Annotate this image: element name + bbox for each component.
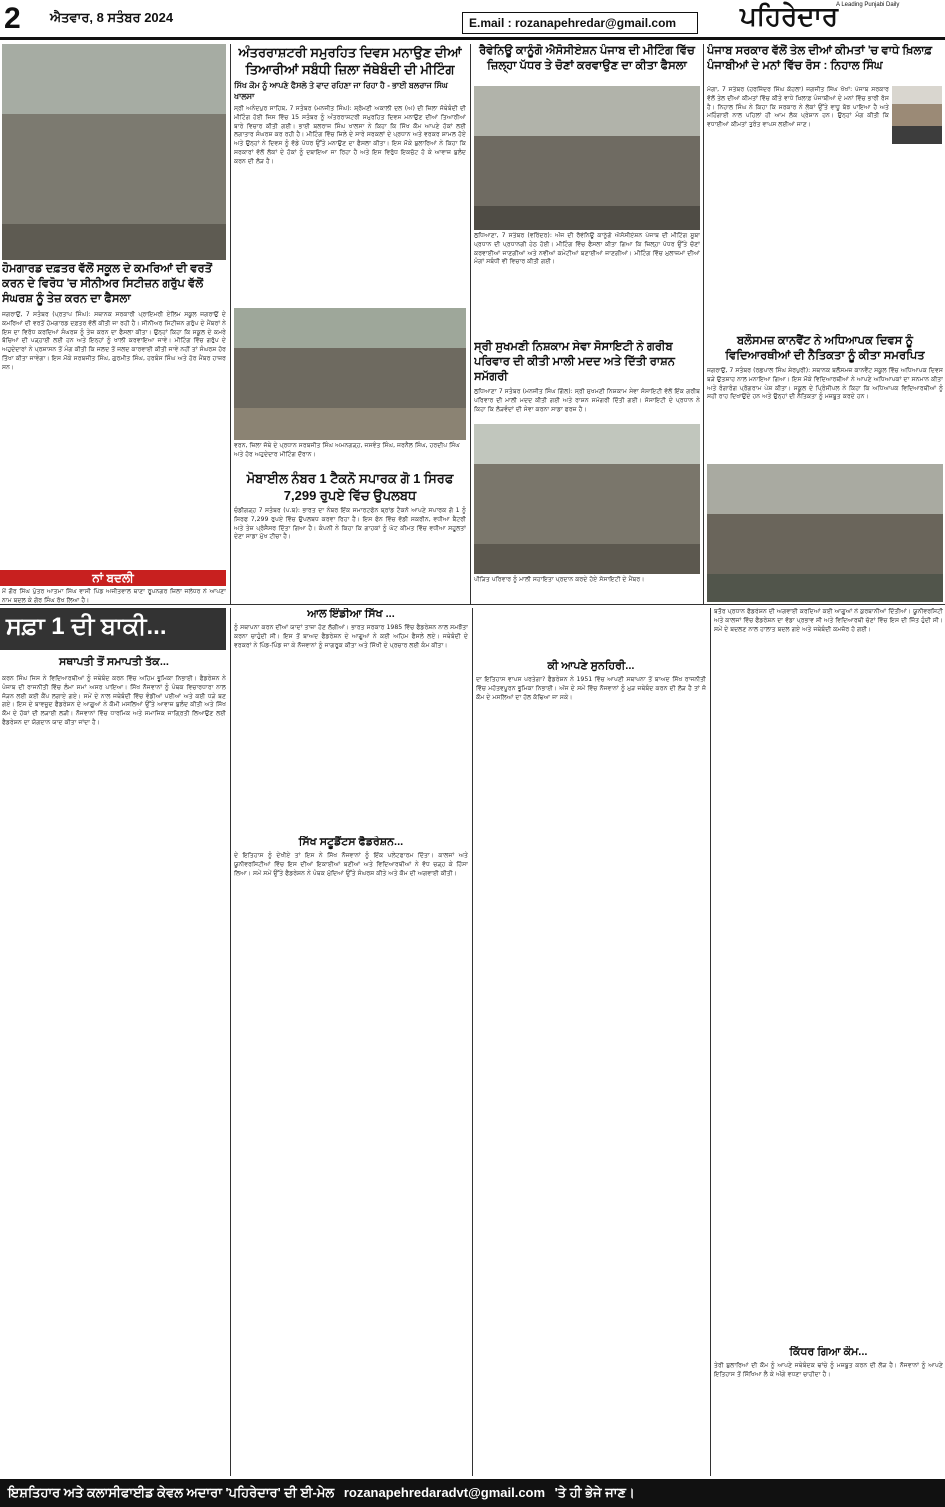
brand-tagline: A Leading Punjabi Daily [836,2,900,8]
name-change-body: ਮੈਂ ਗੌਰ ਸਿੰਘ ਪੁੱਤਰ ਆਤਮਾ ਸਿੰਘ ਵਾਸੀ ਪਿੰਡ ਅਜੀਤਵਾਲ ਥਾਣਾ ਰੂਪਨਗਰ ਜ਼ਿਲਾ ਜਲੰਧਰ ਨੇ ਆਪਣਾ ਨਾਮ ਬਦਲ ਕੇ ਗੋਰ ਸਿੰਘ ਰੱਖ ਲਿਆ ਹੈ। [2,588,226,604]
article-continuation [2,654,226,1474]
article-headline: ਬਲੌਸਮਜ਼ ਕਾਨਵੈਂਟ ਨੇ ਅਧਿਆਪਕ ਦਿਵਸ ਨੂੰ ਵਿਦਿਆਰਥੀਆਂ ਦੀ ਨੈਤਿਕਤਾ ਨੂੰ ਕੀਤਾ ਸਮਰਪਿਤ [725,335,925,362]
article-all-india [234,608,468,832]
article-body: ਤੇਰੀ ਬੁਲਾਰਿਆਂ ਦੀ ਕੌਮ ਨੂੰ ਆਪਣੇ ਜਥੇਬੰਦਕ ਢਾਂਚੇ ਨੂੰ ਮਜ਼ਬੂਤ ਕਰਨ ਦੀ ਲੋੜ ਹੈ। ਨੌਜਵਾਨਾਂ ਨੂੰ ਆਪਣੇ ਇਤਿਹਾਸ ਤੋਂ ਸਿੱਖਿਆ ਲੈ ਕੇ ਅੱਗੇ ਵਧਣਾ ਚਾਹੀਦਾ ਹੈ। [714,1362,943,1378]
article-body: ਦੇ ਇਤਿਹਾਸ ਨੂੰ ਦੇਖੀਏ ਤਾਂ ਇਸ ਨੇ ਸਿੱਖ ਨੌਜਵਾਨਾਂ ਨੂੰ ਇੱਕ ਪਲੇਟਫਾਰਮ ਦਿੱਤਾ। ਕਾਲਜਾਂ ਅਤੇ ਯੂਨੀਵਰਸਿਟੀਆਂ ਵਿੱਚ ਇਸ ਦੀਆਂ ਇਕਾਈਆਂ ਬਣੀਆਂ ਅਤੇ ਵਿਦਿਆਰਥੀਆਂ ਨੇ ਵੱਧ ਚੜ੍ਹ ਕੇ ਹਿੱਸਾ ਲਿਆ। ਸਮੇਂ ਸਮੇਂ ਉੱਤੇ ਫੈਡਰੇਸ਼ਨ ਨੇ ਪੰਥਕ ਮੁੱਦਿਆਂ ਉੱਤੇ ਸੰਘਰਸ਼ ਕੀਤੇ ਅਤੇ ਕੌਮ ਦੀ ਅਗਵਾਈ ਕੀਤੀ। [234,852,468,877]
article-headline: ਸਥਾਪਤੀ ਤੋਂ ਸਮਾਪਤੀ ਤੱਕ... [59,656,169,668]
article-headline: ਮੋਬਾਈਲ ਨੰਬਰ 1 ਟੈਕਨੋ ਸਪਾਰਕ ਗੋ 1 ਸਿਰਫ 7,299 ਰੁਪਏ ਵਿੱਚ ਉਪਲਬਧ [246,471,454,503]
article-ravidassia-head [474,44,700,84]
article-headline: ਕੀ ਆਪਣੇ ਸੁਨਹਿਰੀ... [547,660,635,672]
photo-caption: ਪੀੜਿਤ ਪਰਿਵਾਰ ਨੂੰ ਮਾਲੀ ਸਹਾਇਤਾ ਪ੍ਰਦਾਨ ਕਰਦੇ ਹੋਏ ਸੋਸਾਇਟੀ ਦੇ ਮੈਂਬਰ। [474,576,645,583]
name-change-label: ਨਾਂ ਬਦਲੀ [0,570,226,586]
article-body: ਜਗਰਾਉਂ, 7 ਸਤੰਬਰ (ਪ੍ਰਤਾਪ ਸਿੰਘ): ਸਥਾਨਕ ਸਰਕਾਰੀ ਪ੍ਰਾਇਮਰੀ ਏਲਿਮ ਸਕੂਲ ਜਗਰਾਉਂ ਦੇ ਕਮਰਿਆਂ ਦੀ ਵਰਤੋਂ ਹੋਮਗਾਰਡ ਦਫ਼ਤਰ ਵੱਲੋਂ ਕੀਤੀ ਜਾ ਰਹੀ ਹੈ। ਸੀਨੀਅਰ ਸਿਟੀਜ਼ਨ ਗਰੁੱਪ ਦੇ ਮੈਂਬਰਾਂ ਨੇ ਇਸ ਦਾ ਵਿਰੋਧ ਕਰਦਿਆਂ ਸੰਘਰਸ਼ ਨੂੰ ਤੇਜ਼ ਕਰਨ ਦਾ ਫੈਸਲਾ ਕੀਤਾ। ਉਨ੍ਹਾਂ ਕਿਹਾ ਕਿ ਸਕੂਲ ਦੇ ਕਮਰੇ ਬੱਚਿਆਂ ਦੀ ਪੜ੍ਹਾਈ ਲਈ ਹਨ ਅਤੇ ਇਨ੍ਹਾਂ ਨੂੰ ਖਾਲੀ ਕਰਵਾਇਆ ਜਾਵੇ। ਮੀਟਿੰਗ ਵਿੱਚ ਗਰੁੱਪ ਦੇ ਅਹੁਦੇਦਾਰਾਂ ਨੇ ਪ੍ਰਸ਼ਾਸਨ ਤੋਂ ਮੰਗ ਕੀਤੀ ਕਿ ਜਲਦ ਤੋਂ ਜਲਦ ਕਾਰਵਾਈ ਕੀਤੀ ਜਾਵੇ ਨਹੀਂ ਤਾਂ ਸੰਘਰਸ਼ ਹੋਰ ਤਿੱਖਾ ਕੀਤਾ ਜਾਵੇਗਾ। ਇਸ ਮੌਕੇ ਸਰਬਜੀਤ ਸਿੰਘ, ਗੁਰਮੀਤ ਸਿੰਘ, ਹਰਬੰਸ ਸਿੰਘ ਅਤੇ ਹੋਰ ਮੈਂਬਰ ਹਾਜ਼ਰ ਸਨ। [2,311,226,371]
article-bataur: ਬਤੌਰ ਪ੍ਰਧਾਨ ਫੈਡਰੇਸ਼ਨ ਦੀ ਅਗਵਾਈ ਕਰਦਿਆਂ ਕਈ ਆਗੂਆਂ ਨੇ ਕੁਰਬਾਨੀਆਂ ਦਿੱਤੀਆਂ। ਯੂਨੀਵਰਸਿਟੀ ਅਤੇ ਕਾਲਜਾਂ ਵਿੱਚ ਫੈਡਰੇਸ਼ਨ ਦਾ ਵੱਡਾ ਪ੍ਰਭਾਵ ਸੀ ਅਤੇ ਵਿਦਿਆਰਥੀ ਚੋਣਾਂ ਵਿੱਚ ਇਸ ਦੀ ਜਿੱਤ ਹੁੰਦੀ ਸੀ। ਸਮੇਂ ਦੇ ਬਦਲਣ ਨਾਲ ਹਾਲਾਤ ਬਦਲ ਗਏ ਅਤੇ ਜਥੇਬੰਦੀ ਕਮਜ਼ੋਰ ਹੋ ਗਈ। [714,608,943,633]
article-headline: ਆਲ ਇੰਡੀਆ ਸਿੱਖ ... [307,608,395,620]
article-headline: ਹੋਮਗਾਰਡ ਦਫ਼ਤਰ ਵੱਲੋਂ ਸਕੂਲ ਦੇ ਕਮਰਿਆਂ ਦੀ ਵਰਤੋਂ ਕਰਨ ਦੇ ਵਿਰੋਧ 'ਚ ਸੀਨੀਅਰ ਸਿਟੀਜ਼ਨ ਗਰੁੱਪ ਵੱਲੋਂ ਸੰਘਰਸ਼ ਨੂੰ ਤੇਜ਼ ਕਰਨ ਦਾ ਫੈਸਲਾ [2,263,212,305]
article-headline: ਪੰਜਾਬ ਸਰਕਾਰ ਵੱਲੋਂ ਤੇਲ ਦੀਆਂ ਕੀਮਤਾਂ 'ਚ ਵਾਧੇ ਖ਼ਿਲਾਫ਼ ਪੰਜਾਬੀਆਂ ਦੇ ਮਨਾਂ ਵਿੱਚ ਰੋਸ : ਨਿਹਾਲ ਸਿੰਘ [707,45,933,72]
column-rule [230,44,231,604]
masthead-email: E.mail : rozanapehredar@gmail.com [462,12,698,34]
donation-photo [474,424,700,574]
article-mobile [234,470,466,602]
footer-text: ਇਸ਼ਤਿਹਾਰ ਅਤੇ ਕਲਾਸੀਫਾਈਡ ਕੇਵਲ ਅਦਾਰਾ 'ਪਹਿਰੇਦਾਰ' ਦੀ ਈ-ਮੇਲ [8,1485,335,1500]
article-sukhmani [474,340,700,422]
article-headline: ਸ੍ਰੀ ਸੁਖਮਣੀ ਨਿਸ਼ਕਾਮ ਸੇਵਾ ਸੋਸਾਇਟੀ ਨੇ ਗਰੀਬ ਪਰਿਵਾਰ ਦੀ ਕੀਤੀ ਮਾਲੀ ਮਦਦ ਅਤੇ ਦਿੱਤੀ ਰਾਸ਼ਨ ਸਮੱਗਰੀ [474,341,675,383]
issue-date: ਐਤਵਾਰ, 8 ਸਤੰਬਰ 2024 [50,10,174,25]
article-headline: ਸਿੱਖ ਸਟੂਡੈਂਟਸ ਫੈਡਰੇਸ਼ਨ... [298,836,404,848]
nihal-singh-portrait [892,86,942,144]
column-rule [472,608,473,1476]
article-antarrashtri [234,44,466,306]
article-body: ਦਾ ਇਤਿਹਾਸ ਵਾਪਸ ਪਰਤੇਗਾ? ਫੈਡਰੇਸ਼ਨ ਨੇ 1951 ਵਿੱਚ ਆਪਣੀ ਸਥਾਪਨਾ ਤੋਂ ਬਾਅਦ ਸਿੱਖ ਰਾਜਨੀਤੀ ਵਿੱਚ ਮਹੱਤਵਪੂਰਨ ਭੂਮਿਕਾ ਨਿਭਾਈ। ਅੱਜ ਦੇ ਸਮੇਂ ਵਿੱਚ ਨੌਜਵਾਨਾਂ ਨੂੰ ਮੁੜ ਜਥੇਬੰਦ ਕਰਨ ਦੀ ਲੋੜ ਹੈ ਤਾਂ ਜੋ ਕੌਮ ਦੇ ਮਸਲਿਆਂ ਦਾ ਹੱਲ ਕੱਢਿਆ ਜਾ ਸਕੇ। [476,676,706,701]
article-body: ਕਰਨ ਸਿੰਘ ਜਿਸ ਨੇ ਵਿਦਿਆਰਥੀਆਂ ਨੂੰ ਜਥੇਬੰਦ ਕਰਨ ਵਿੱਚ ਅਹਿਮ ਭੂਮਿਕਾ ਨਿਭਾਈ। ਫੈਡਰੇਸ਼ਨ ਨੇ ਪੰਜਾਬ ਦੀ ਰਾਜਨੀਤੀ ਵਿੱਚ ਲੰਮਾ ਸਮਾਂ ਅਸਰ ਪਾਇਆ। ਸਿੱਖ ਨੌਜਵਾਨਾਂ ਨੂੰ ਪੰਥਕ ਵਿਚਾਰਧਾਰਾ ਨਾਲ ਜੋੜਨ ਲਈ ਕਈ ਕੈਂਪ ਲਗਾਏ ਗਏ। ਸਮੇਂ ਦੇ ਨਾਲ ਜਥੇਬੰਦੀ ਵਿੱਚ ਵੰਡੀਆਂ ਪਈਆਂ ਅਤੇ ਕਈ ਧੜੇ ਬਣ ਗਏ। ਇਸ ਦੇ ਬਾਵਜੂਦ ਫੈਡਰੇਸ਼ਨ ਦੇ ਆਗੂਆਂ ਨੇ ਕੌਮੀ ਮਸਲਿਆਂ ਉੱਤੇ ਆਵਾਜ਼ ਬੁਲੰਦ ਕੀਤੀ ਅਤੇ ਸਿੱਖ ਕੌਮ ਦੇ ਹੱਕਾਂ ਦੀ ਲੜਾਈ ਲੜੀ। ਨੌਜਵਾਨਾਂ ਵਿੱਚ ਧਾਰਮਿਕ ਅਤੇ ਸਮਾਜਿਕ ਜਾਗ੍ਰਿਤੀ ਲਿਆਉਣ ਲਈ ਫੈਡਰੇਸ਼ਨ ਦਾ ਯੋਗਦਾਨ ਯਾਦ ਕੀਤਾ ਜਾਂਦਾ ਹੈ। [2,675,226,726]
article-oil-head [707,44,943,84]
article-student-federation [234,836,468,1474]
article-body: ਲੁਧਿਆਣਾ, 7 ਸਤੰਬਰ (ਵਰਿੰਦਰ): ਅੱਜ ਦੀ ਰੈਵੇਨਿਊ ਕਾਨੂੰਗੋ ਐਸੋਸੀਏਸ਼ਨ ਪੰਜਾਬ ਦੀ ਮੀਟਿੰਗ ਸੂਬਾ ਪ੍ਰਧਾਨ ਦੀ ਪ੍ਰਧਾਨਗੀ ਹੇਠ ਹੋਈ। ਮੀਟਿੰਗ ਵਿੱਚ ਫੈਸਲਾ ਕੀਤਾ ਗਿਆ ਕਿ ਜ਼ਿਲ੍ਹਾ ਪੱਧਰ ਉੱਤੇ ਚੋਣਾਂ ਕਰਵਾਈਆਂ ਜਾਣਗੀਆਂ ਅਤੇ ਨਵੀਆਂ ਕਮੇਟੀਆਂ ਬਣਾਈਆਂ ਜਾਣਗੀਆਂ। ਮੀਟਿੰਗ ਵਿੱਚ ਮੁਲਾਜ਼ਮਾਂ ਦੀਆਂ ਮੰਗਾਂ ਸਬੰਧੀ ਵੀ ਵਿਚਾਰ ਕੀਤੀ ਗਈ। [474,232,700,266]
article-headline: ਅੰਤਰਰਾਸ਼ਟਰੀ ਸਮੁਰਹਿਤ ਦਿਵਸ ਮਨਾਉਣ ਦੀਆਂ ਤਿਆਰੀਆਂ ਸਬੰਧੀ ਜ਼ਿਲਾ ਜੱਥੇਬੰਦੀ ਦੀ ਮੀਟਿੰਗ [238,45,462,77]
article-blossoms [707,334,943,462]
article-body: ਲੁਧਿਆਣਾ 7 ਸਤੰਬਰ (ਮਨਜੀਤ ਸਿੰਘ ਗਿੱਲ): ਸ੍ਰੀ ਸੁਖਮਣੀ ਨਿਸ਼ਕਾਮ ਸੇਵਾ ਸੋਸਾਇਟੀ ਵੱਲੋਂ ਇੱਕ ਗਰੀਬ ਪਰਿਵਾਰ ਦੀ ਮਾਲੀ ਮਦਦ ਕੀਤੀ ਗਈ ਅਤੇ ਰਾਸ਼ਨ ਸਮੱਗਰੀ ਦਿੱਤੀ ਗਈ। ਸੋਸਾਇਟੀ ਦੇ ਪ੍ਰਧਾਨ ਨੇ ਕਿਹਾ ਕਿ ਲੋੜਵੰਦਾਂ ਦੀ ਸੇਵਾ ਕਰਨਾ ਸਾਡਾ ਫਰਜ਼ ਹੈ। [474,388,700,413]
column-rule [470,44,471,604]
teachers-day-photo [707,464,943,602]
column-rule [230,608,231,1476]
article-hoshiarpur [2,262,226,568]
association-photo [474,86,700,230]
article-sunehri [476,608,706,1474]
seniors-group-photo [2,44,226,260]
column-rule [703,44,704,604]
photo-caption: ਵਰਨ, ਜ਼ਿਲਾ ਜੱਥੇ ਦੇ ਪ੍ਰਧਾਨ ਸਰਬਜੀਤ ਸਿੰਘ ਅਮਨਗੜ੍ਹ, ਜਸਵੰਤ ਸਿੰਘ, ਜਰਨੈਲ ਸਿੰਘ, ਹਰਦੀਪ ਸਿੰਘ ਅਤੇ ਹੋਰ ਅਹੁਦੇਦਾਰ ਮੀਟਿੰਗ ਦੌਰਾਨ। [234,442,460,458]
article-body: ਨੂੰ ਸਥਾਪਨਾ ਕਰਨ ਦੀਆਂ ਯਾਦਾਂ ਤਾਜ਼ਾ ਹੋਣ ਲੱਗੀਆਂ। ਭਾਰਤ ਸਰਕਾਰ 1985 ਵਿੱਚ ਫੈਡਰੇਸ਼ਨ ਨਾਲ ਸਮਝੌਤਾ ਕਰਨਾ ਚਾਹੁੰਦੀ ਸੀ। ਇਸ ਤੋਂ ਬਾਅਦ ਫੈਡਰੇਸ਼ਨ ਦੇ ਆਗੂਆਂ ਨੇ ਕਈ ਅਹਿਮ ਫੈਸਲੇ ਲਏ। ਜਥੇਬੰਦੀ ਦੇ ਵਰਕਰਾਂ ਨੇ ਪਿੰਡ-ਪਿੰਡ ਜਾ ਕੇ ਨੌਜਵਾਨਾਂ ਨੂੰ ਜਾਗਰੂਕ ਕੀਤਾ ਅਤੇ ਸਿੱਖੀ ਦੇ ਪ੍ਰਚਾਰ ਲਈ ਕੰਮ ਕੀਤਾ। [234,624,468,649]
footer-text-end: 'ਤੇ ਹੀ ਭੇਜੇ ਜਾਣ। [554,1485,635,1500]
footer-email[interactable]: rozanapehredaradvt@gmail.com [343,1485,546,1500]
newspaper-brand: ਪਹਿਰੇਦਾਰ [740,2,838,31]
article-body: ਚੰਡੀਗੜ੍ਹ 7 ਸਤੰਬਰ (ਪ.ਬ): ਭਾਰਤ ਦਾ ਨੰਬਰ ਇੱਕ ਸਮਾਰਟਫੋਨ ਬ੍ਰਾਂਡ ਟੈਕਨੋ ਆਪਣੇ ਸਪਾਰਕ ਗੋ 1 ਨੂੰ ਸਿਰਫ 7,299 ਰੁਪਏ ਵਿੱਚ ਉਪਲਬਧ ਕਰਵਾ ਰਿਹਾ ਹੈ। ਇਸ ਫੋਨ ਵਿੱਚ ਵੱਡੀ ਸਕਰੀਨ, ਵਧੀਆ ਬੈਟਰੀ ਅਤੇ ਤੇਜ਼ ਪ੍ਰੋਸੈਸਰ ਦਿੱਤਾ ਗਿਆ ਹੈ। ਕੰਪਨੀ ਨੇ ਕਿਹਾ ਕਿ ਗਾਹਕਾਂ ਨੂੰ ਘੱਟ ਕੀਮਤ ਵਿੱਚ ਵਧੀਆ ਸਹੂਲਤਾਂ ਦੇਣਾ ਸਾਡਾ ਮੁੱਖ ਟੀਚਾ ਹੈ। [234,507,466,541]
column-rule [710,608,711,1476]
article-subhead: ਸਿੱਖ ਕੌਮ ਨੂੰ ਆਪਣੇ ਫੈਸਲੇ ਤੇ ਵਾਦ ਰਹਿਣਾ ਜਾ ਰਿਹਾ ਹੈ - ਭਾਈ ਬਲਰਾਜ ਸਿੰਘ ਖਾਲਸਾ [234,81,448,101]
section-rule [0,604,945,605]
advertising-footer [0,1479,945,1507]
article-body: ਜਗਰਾਉਂ, 7 ਸਤੰਬਰ (ਰਛਪਾਲ ਸਿੰਘ ਸ਼ੇਰਪੁਰੀ): ਸਥਾਨਕ ਬਲੌਸਮਜ਼ ਕਾਨਵੈਂਟ ਸਕੂਲ ਵਿੱਚ ਅਧਿਆਪਕ ਦਿਵਸ ਬੜੇ ਉਤਸ਼ਾਹ ਨਾਲ ਮਨਾਇਆ ਗਿਆ। ਇਸ ਮੌਕੇ ਵਿਦਿਆਰਥੀਆਂ ਨੇ ਆਪਣੇ ਅਧਿਆਪਕਾਂ ਦਾ ਸਨਮਾਨ ਕੀਤਾ ਅਤੇ ਰੰਗਾਰੰਗ ਪ੍ਰੋਗਰਾਮ ਪੇਸ਼ ਕੀਤਾ। ਸਕੂਲ ਦੇ ਪ੍ਰਿੰਸੀਪਲ ਨੇ ਕਿਹਾ ਕਿ ਅਧਿਆਪਕ ਵਿਦਿਆਰਥੀਆਂ ਨੂੰ ਸਹੀ ਰਾਹ ਦਿਖਾਉਂਦੇ ਹਨ ਅਤੇ ਉਨ੍ਹਾਂ ਦੀ ਨੈਤਿਕਤਾ ਨੂੰ ਮਜ਼ਬੂਤ ਕਰਦੇ ਹਨ। [707,367,943,401]
article-body: ਸ੍ਰੀ ਅਨੰਦਪੁਰ ਸਾਹਿਬ, 7 ਸਤੰਬਰ (ਮਨਜੀਤ ਸਿੰਘ): ਸ਼੍ਰੋਮਣੀ ਅਕਾਲੀ ਦਲ (ਅ) ਦੀ ਜ਼ਿਲਾ ਜੱਥੇਬੰਦੀ ਦੀ ਮੀਟਿੰਗ ਹੋਈ ਜਿਸ ਵਿੱਚ 15 ਸਤੰਬਰ ਨੂੰ ਅੰਤਰਰਾਸ਼ਟਰੀ ਸਮੁਰਹਿਤ ਦਿਵਸ ਮਨਾਉਣ ਦੀਆਂ ਤਿਆਰੀਆਂ ਬਾਰੇ ਵਿਚਾਰ ਕੀਤੀ ਗਈ। ਭਾਈ ਬਲਰਾਜ ਸਿੰਘ ਖਾਲਸਾ ਨੇ ਕਿਹਾ ਕਿ ਸਿੱਖ ਕੌਮ ਆਪਣੇ ਹੱਕਾਂ ਲਈ ਲਗਾਤਾਰ ਸੰਘਰਸ਼ ਕਰ ਰਹੀ ਹੈ। ਮੀਟਿੰਗ ਵਿੱਚ ਜ਼ਿਲੇ ਦੇ ਸਾਰੇ ਸਰਕਲਾਂ ਦੇ ਪ੍ਰਧਾਨ ਅਤੇ ਵਰਕਰ ਸ਼ਾਮਲ ਹੋਏ ਅਤੇ ਉਨ੍ਹਾਂ ਨੇ ਦਿਵਸ ਨੂੰ ਵੱਡੇ ਪੱਧਰ ਉੱਤੇ ਮਨਾਉਣ ਦਾ ਫੈਸਲਾ ਕੀਤਾ। ਇਸ ਮੌਕੇ ਬੁਲਾਰਿਆਂ ਨੇ ਕਿਹਾ ਕਿ ਸਰਕਾਰਾਂ ਵੱਲੋਂ ਲੋਕਾਂ ਦੇ ਹੱਕਾਂ ਨੂੰ ਦਬਾਇਆ ਜਾ ਰਿਹਾ ਹੈ ਅਤੇ ਇਸ ਵਿਰੁੱਧ ਇਕਜੁੱਟ ਹੋ ਕੇ ਆਵਾਜ਼ ਬੁਲੰਦ ਕਰਨ ਦੀ ਲੋੜ ਹੈ। [234,105,466,165]
article-kidhar [714,1346,943,1474]
meeting-group-photo [234,308,466,440]
article-headline: ਕਿੱਧਰ ਗਿਆ ਕੌਮ... [789,1346,868,1358]
continuation-label: ਸਫ਼ਾ 1 ਦੀ ਬਾਕੀ... [0,608,226,650]
masthead [0,0,945,40]
page-number: 2 [4,2,21,35]
article-headline: ਰੈਵੇਨਿਊ ਕਾਨੂੰਗੋ ਐਸੋਸੀਏਸ਼ਨ ਪੰਜਾਬ ਦੀ ਮੀਟਿੰਗ ਵਿੱਚ ਜ਼ਿਲ੍ਹਾ ਪੱਧਰ ਤੇ ਚੋਣਾਂ ਕਰਵਾਉਣ ਦਾ ਕੀਤਾ ਫੈਸਲਾ [479,45,695,72]
article-body: ਮੋਗਾ, 7 ਸਤੰਬਰ (ਹਰਜਿੰਦਰ ਸਿੰਘ ਕੋਹਲਾ) ਜਗਜੀਤ ਸਿੰਘ ਖੱਖਾਂ: ਪੰਜਾਬ ਸਰਕਾਰ ਵੱਲੋਂ ਤੇਲ ਦੀਆਂ ਕੀਮਤਾਂ ਵਿੱਚ ਕੀਤੇ ਵਾਧੇ ਖ਼ਿਲਾਫ਼ ਪੰਜਾਬੀਆਂ ਦੇ ਮਨਾਂ ਵਿੱਚ ਭਾਰੀ ਰੋਸ ਹੈ। ਨਿਹਾਲ ਸਿੰਘ ਨੇ ਕਿਹਾ ਕਿ ਸਰਕਾਰ ਨੇ ਲੋਕਾਂ ਉੱਤੇ ਵਾਧੂ ਬੋਝ ਪਾਇਆ ਹੈ ਅਤੇ ਮਹਿੰਗਾਈ ਨਾਲ ਪਹਿਲਾਂ ਹੀ ਆਮ ਲੋਕ ਪ੍ਰੇਸ਼ਾਨ ਹਨ। ਉਨ੍ਹਾਂ ਮੰਗ ਕੀਤੀ ਕਿ ਵਧਾਈਆਂ ਕੀਮਤਾਂ ਤੁਰੰਤ ਵਾਪਸ ਲਈਆਂ ਜਾਣ। [707,86,889,129]
